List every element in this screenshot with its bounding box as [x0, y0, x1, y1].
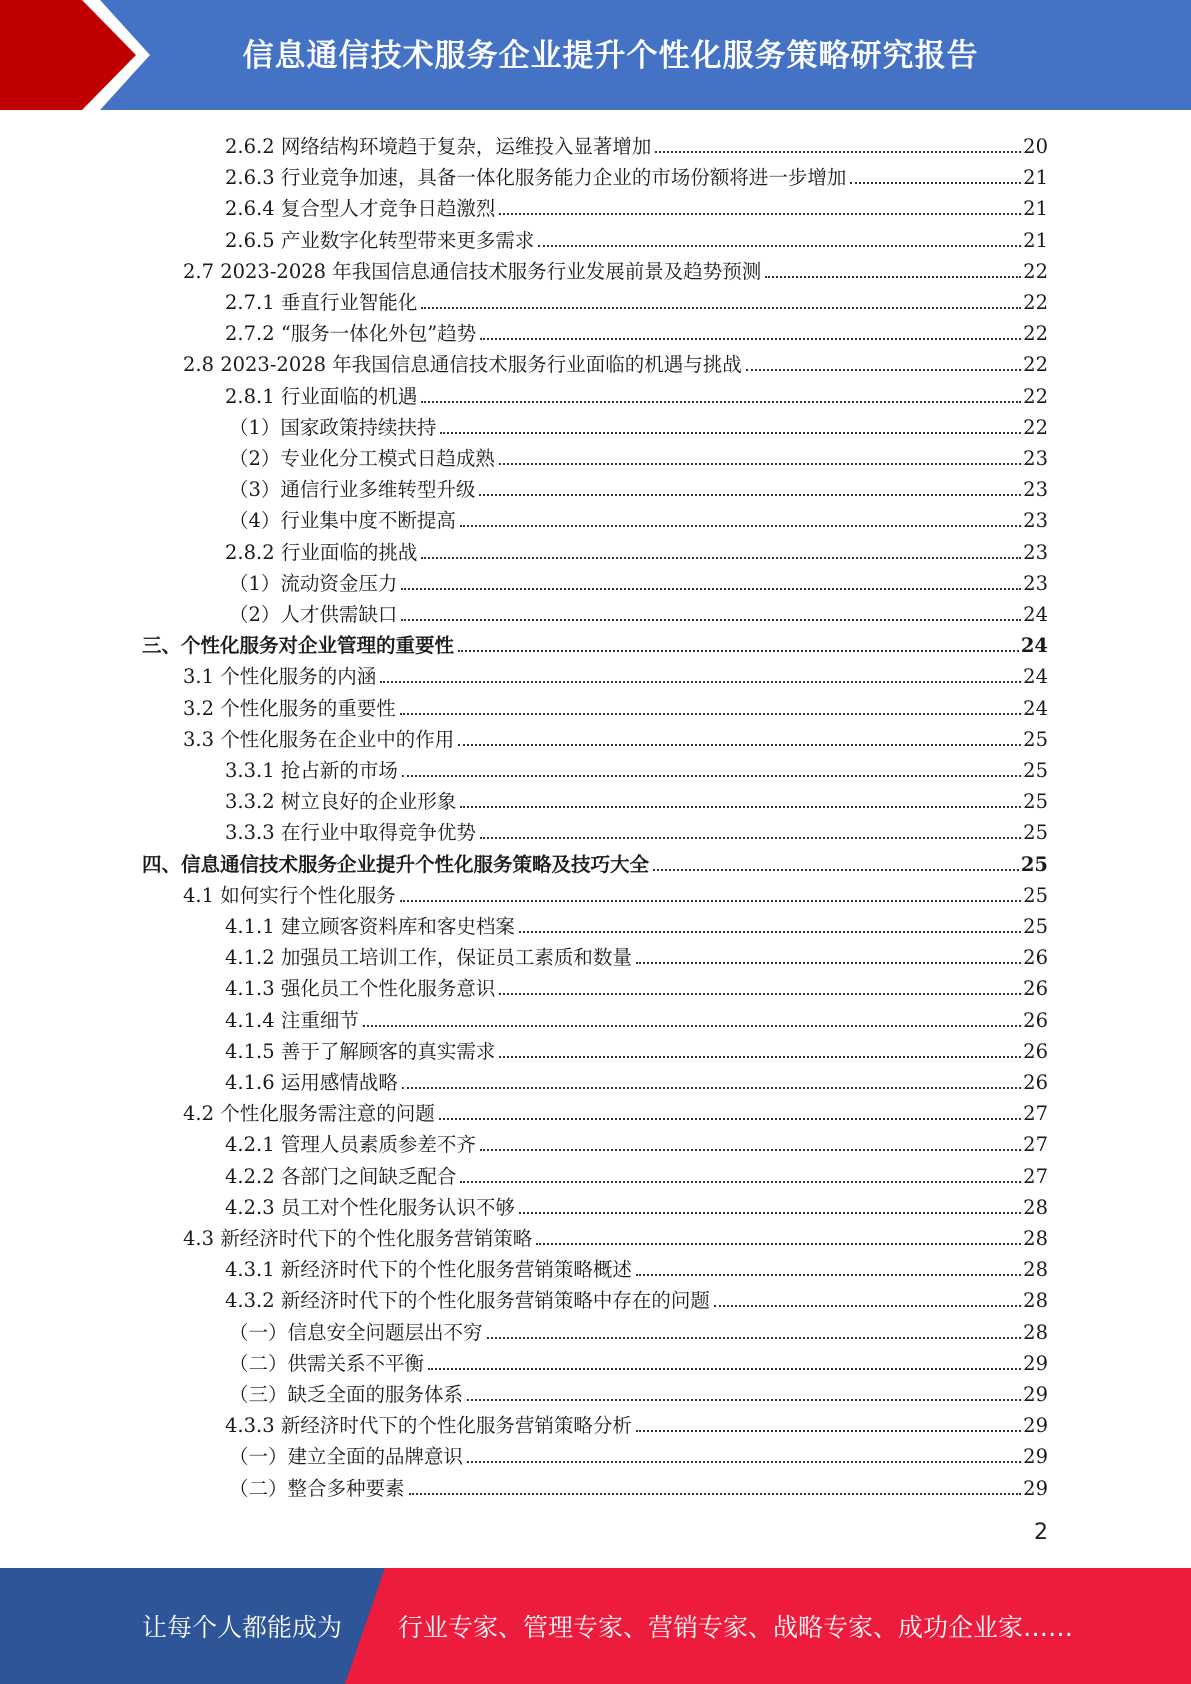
toc-entry[interactable]	[142, 846, 1048, 877]
toc-entry-page: 28	[1023, 1320, 1048, 1344]
toc-entry-title: （2）专业化分工模式日趋成熟	[229, 447, 495, 470]
toc-entry[interactable]	[229, 1314, 1048, 1345]
toc-entry-page: 22	[1023, 415, 1048, 439]
toc-entry-title: 3.2 个性化服务的重要性	[183, 696, 396, 720]
toc-entry-title: （三）缺乏全面的服务体系	[229, 1383, 464, 1406]
toc-entry[interactable]	[183, 1220, 1048, 1251]
toc-entry[interactable]	[229, 1470, 1048, 1501]
toc-entry-title: 4.1 如何实行个性化服务	[183, 883, 396, 907]
toc-entry[interactable]	[225, 1158, 1048, 1189]
toc-entry-page: 25	[1023, 821, 1048, 845]
toc-entry-page: 29	[1023, 1445, 1048, 1469]
toc-dot-leader	[460, 525, 1021, 527]
toc-entry[interactable]	[183, 658, 1048, 689]
toc-entry-title: 3.3.1 抢占新的市场	[225, 759, 398, 782]
toc-entry-page: 23	[1023, 540, 1048, 564]
toc-entry[interactable]	[225, 939, 1048, 970]
toc-dot-leader	[636, 962, 1021, 964]
toc-entry-page: 25	[1020, 852, 1048, 876]
toc-entry-title: 4.2.1 管理人员素质参差不齐	[225, 1133, 476, 1157]
toc-entry-page: 26	[1023, 1071, 1048, 1094]
toc-entry-page: 29	[1023, 1476, 1048, 1500]
toc-dot-leader	[499, 993, 1021, 995]
toc-dot-leader	[765, 276, 1021, 278]
toc-entry[interactable]	[229, 1438, 1048, 1469]
toc-dot-leader	[536, 1243, 1021, 1245]
toc-entry[interactable]	[229, 1345, 1048, 1376]
toc-entry-title: 4.3.2 新经济时代下的个性化服务营销策略中存在的问题	[225, 1289, 710, 1313]
toc-entry-page: 21	[1023, 197, 1048, 221]
toc-entry-page: 29	[1023, 1383, 1048, 1406]
toc-dot-leader	[402, 1087, 1021, 1089]
toc-entry-page: 28	[1023, 1258, 1048, 1282]
toc-entry[interactable]	[225, 1282, 1048, 1313]
toc-dot-leader	[636, 1430, 1021, 1432]
toc-entry-title: 4.1.4 注重细节	[225, 1008, 359, 1032]
toc-entry[interactable]	[225, 783, 1048, 814]
toc-entry-page: 22	[1023, 384, 1048, 408]
toc-entry[interactable]	[229, 1376, 1048, 1407]
toc-dot-leader	[499, 463, 1021, 465]
toc-entry-title: 2.8 2023-2028 年我国信息通信技术服务行业面临的机遇与挑战	[183, 353, 742, 377]
toc-entry-title: 4.1.1 建立顾客资料库和客史档案	[225, 915, 515, 938]
toc-entry-title: 4.3.3 新经济时代下的个性化服务营销策略分析	[225, 1414, 632, 1438]
toc-entry-title: （一）信息安全问题层出不穷	[229, 1320, 483, 1344]
toc-dot-leader	[460, 1181, 1021, 1183]
toc-entry-title: （4）行业集中度不断提高	[229, 509, 456, 533]
toc-entry-title: 4.2 个性化服务需注意的问题	[183, 1102, 435, 1126]
toc-entry-title: 4.1.3 强化员工个性化服务意识	[225, 977, 496, 1001]
toc-dot-leader	[499, 213, 1021, 215]
toc-dot-leader	[480, 1149, 1021, 1151]
toc-entry-title: （1）流动资金压力	[229, 571, 398, 595]
toc-entry[interactable]	[229, 596, 1048, 627]
toc-entry-page: 24	[1023, 665, 1048, 689]
toc-entry[interactable]	[225, 970, 1048, 1001]
toc-entry-page: 27	[1023, 1133, 1048, 1157]
toc-dot-leader	[401, 619, 1021, 621]
toc-entry-title: 2.7 2023-2028 年我国信息通信技术服务行业发展前景及趋势预测	[183, 259, 762, 283]
toc-dot-leader	[538, 245, 1021, 247]
toc-entry-title: 4.2.3 员工对个性化服务认识不够	[225, 1195, 515, 1219]
toc-dot-leader	[519, 1212, 1021, 1214]
toc-dot-leader	[439, 1118, 1021, 1120]
toc-entry-title: 2.8.1 行业面临的机遇	[225, 384, 418, 408]
toc-entry-title: 四、信息通信技术服务企业提升个性化服务策略及技巧大全	[142, 852, 650, 876]
toc-dot-leader	[400, 900, 1021, 902]
toc-dot-leader	[746, 369, 1021, 371]
toc-entry[interactable]	[225, 222, 1048, 253]
toc-dot-leader	[850, 182, 1021, 184]
page-footer	[0, 1568, 1191, 1684]
toc-entry-title: 三、个性化服务对企业管理的重要性	[142, 634, 455, 658]
toc-entry-title: 2.6.2 网络结构环境趋于复杂，运维投入显著增加	[225, 135, 652, 158]
toc-entry[interactable]	[229, 409, 1048, 440]
toc-entry[interactable]	[225, 1033, 1048, 1064]
toc-entry-title: 4.1.6 运用感情战略	[225, 1071, 398, 1094]
toc-entry[interactable]	[183, 877, 1048, 908]
page-header	[0, 0, 1191, 110]
toc-dot-leader	[421, 307, 1021, 309]
toc-entry[interactable]	[225, 378, 1048, 409]
toc-entry-page: 24	[1020, 634, 1048, 658]
toc-dot-leader	[714, 1305, 1021, 1307]
toc-entry[interactable]	[225, 190, 1048, 221]
toc-entry-title: （二）供需关系不平衡	[229, 1351, 425, 1375]
toc-entry[interactable]	[225, 159, 1048, 190]
toc-entry[interactable]	[225, 284, 1048, 315]
toc-entry-page: 26	[1023, 977, 1048, 1001]
toc-dot-leader	[480, 338, 1021, 340]
toc-dot-leader	[655, 151, 1021, 153]
toc-entry-page: 22	[1023, 259, 1048, 283]
toc-entry[interactable]	[183, 253, 1048, 284]
toc-dot-leader	[458, 744, 1021, 746]
toc-entry-title: 2.8.2 行业面临的挑战	[225, 540, 418, 564]
toc-entry[interactable]	[225, 814, 1048, 845]
toc-dot-leader	[409, 1493, 1022, 1495]
toc-entry[interactable]	[225, 1002, 1048, 1033]
toc-dot-leader	[400, 713, 1021, 715]
toc-dot-leader	[380, 681, 1021, 683]
toc-dot-leader	[460, 806, 1021, 808]
toc-entry[interactable]	[225, 315, 1048, 346]
toc-entry-title: 3.1 个性化服务的内涵	[183, 665, 377, 689]
toc-entry-title: （2）人才供需缺口	[229, 603, 398, 626]
toc-dot-leader	[479, 494, 1021, 496]
toc-entry-page: 29	[1023, 1414, 1048, 1438]
toc-entry-page: 25	[1023, 727, 1048, 751]
toc-entry-title: （3）通信行业多维转型升级	[229, 478, 476, 502]
toc-entry-title: 2.6.5 产业数字化转型带来更多需求	[225, 228, 535, 252]
toc-entry[interactable]	[225, 752, 1048, 783]
toc-entry-title: 4.3.1 新经济时代下的个性化服务营销策略概述	[225, 1258, 632, 1282]
toc-entry-page: 23	[1023, 571, 1048, 595]
toc-entry[interactable]	[229, 471, 1048, 502]
toc-entry-page: 29	[1023, 1351, 1048, 1375]
toc-entry-page: 22	[1023, 322, 1048, 346]
toc-entry-page: 28	[1023, 1227, 1048, 1250]
toc-entry[interactable]	[183, 690, 1048, 721]
toc-dot-leader	[519, 931, 1021, 933]
toc-entry[interactable]	[229, 565, 1048, 596]
toc-dot-leader	[363, 1025, 1021, 1027]
toc-entry-page: 22	[1023, 353, 1048, 377]
toc-entry-title: 4.1.2 加强员工培训工作，保证员工素质和数量	[225, 946, 632, 970]
toc-entry-title: 3.3.3 在行业中取得竞争优势	[225, 821, 476, 845]
toc-dot-leader	[421, 557, 1021, 559]
toc-entry-page: 27	[1023, 1164, 1048, 1188]
toc-entry[interactable]	[225, 1251, 1048, 1282]
toc-entry-title: （1）国家政策持续扶持	[229, 415, 437, 439]
toc-entry-page: 24	[1023, 603, 1048, 626]
toc-dot-leader	[636, 1274, 1021, 1276]
toc-entry-page: 26	[1023, 1039, 1048, 1063]
toc-entry-page: 22	[1023, 291, 1048, 314]
toc-entry-title: （二）整合多种要素	[229, 1476, 405, 1500]
toc-entry-page: 21	[1023, 166, 1048, 190]
toc-entry[interactable]	[142, 627, 1048, 658]
toc-entry-title: （一）建立全面的品牌意识	[229, 1445, 464, 1469]
toc-entry-page: 26	[1023, 1008, 1048, 1032]
toc-entry[interactable]	[183, 721, 1048, 752]
toc-dot-leader	[421, 401, 1021, 403]
toc-entry-page: 23	[1023, 509, 1048, 533]
toc-entry-page: 27	[1023, 1102, 1048, 1126]
toc-entry-title: 4.2.2 各部门之间缺乏配合	[225, 1164, 457, 1188]
toc-dot-leader	[480, 837, 1021, 839]
toc-entry-page: 20	[1023, 135, 1048, 158]
toc-entry-page: 23	[1023, 478, 1048, 502]
toc-entry[interactable]	[225, 534, 1048, 565]
toc-entry-page: 25	[1023, 915, 1048, 938]
toc-entry[interactable]	[225, 128, 1048, 159]
toc-entry-title: 4.3 新经济时代下的个性化服务营销策略	[183, 1227, 533, 1250]
toc-entry[interactable]	[183, 346, 1048, 377]
toc-dot-leader	[653, 869, 1019, 871]
toc-entry-title: 2.7.2 “服务一体化外包”趋势	[225, 322, 477, 346]
toc-entry[interactable]	[225, 1407, 1048, 1438]
toc-entry-page: 28	[1023, 1195, 1048, 1219]
toc-dot-leader	[440, 432, 1021, 434]
toc-entry-title: 2.7.1 垂直行业智能化	[225, 291, 418, 314]
toc-entry-page: 25	[1023, 883, 1048, 907]
footer-slogan-right: 行业专家、管理专家、营销专家、战略专家、成功企业家……	[398, 1613, 1074, 1642]
toc-entry-page: 24	[1023, 696, 1048, 720]
toc-entry[interactable]	[183, 1095, 1048, 1126]
footer-slogan-left: 让每个人都能成为	[142, 1613, 343, 1642]
toc-dot-leader	[467, 1461, 1021, 1463]
toc-dot-leader	[487, 1337, 1022, 1339]
toc-dot-leader	[458, 650, 1019, 652]
toc-entry-page: 28	[1023, 1289, 1048, 1313]
toc-entry[interactable]	[225, 1064, 1048, 1095]
toc-entry-page: 21	[1023, 228, 1048, 252]
toc-entry[interactable]	[225, 1126, 1048, 1157]
toc-entry-page: 25	[1023, 759, 1048, 782]
page-number: 2	[1034, 1520, 1048, 1545]
toc-entry-title: 3.3.2 树立良好的企业形象	[225, 790, 457, 814]
toc-entry-page: 26	[1023, 946, 1048, 970]
toc-dot-leader	[428, 1368, 1021, 1370]
toc-entry-title: 2.6.4 复合型人才竞争日趋激烈	[225, 197, 496, 221]
toc-entry-title: 4.1.5 善于了解顾客的真实需求	[225, 1039, 496, 1063]
toc-entry-title: 3.3 个性化服务在企业中的作用	[183, 727, 455, 751]
toc-entry[interactable]	[229, 440, 1048, 471]
toc-entry[interactable]	[229, 502, 1048, 533]
toc-entry[interactable]	[225, 1189, 1048, 1220]
toc-entry-page: 25	[1023, 790, 1048, 814]
report-title: 信息通信技术服务企业提升个性化服务策略研究报告	[242, 37, 979, 74]
toc-dot-leader	[499, 1056, 1021, 1058]
toc-entry[interactable]	[225, 908, 1048, 939]
toc-dot-leader	[467, 1399, 1021, 1401]
toc-dot-leader	[401, 588, 1021, 590]
toc-entry-title: 2.6.3 行业竞争加速，具备一体化服务能力企业的市场份额将进一步增加	[225, 166, 847, 190]
toc-dot-leader	[402, 775, 1021, 777]
toc-entry-page: 23	[1023, 447, 1048, 470]
